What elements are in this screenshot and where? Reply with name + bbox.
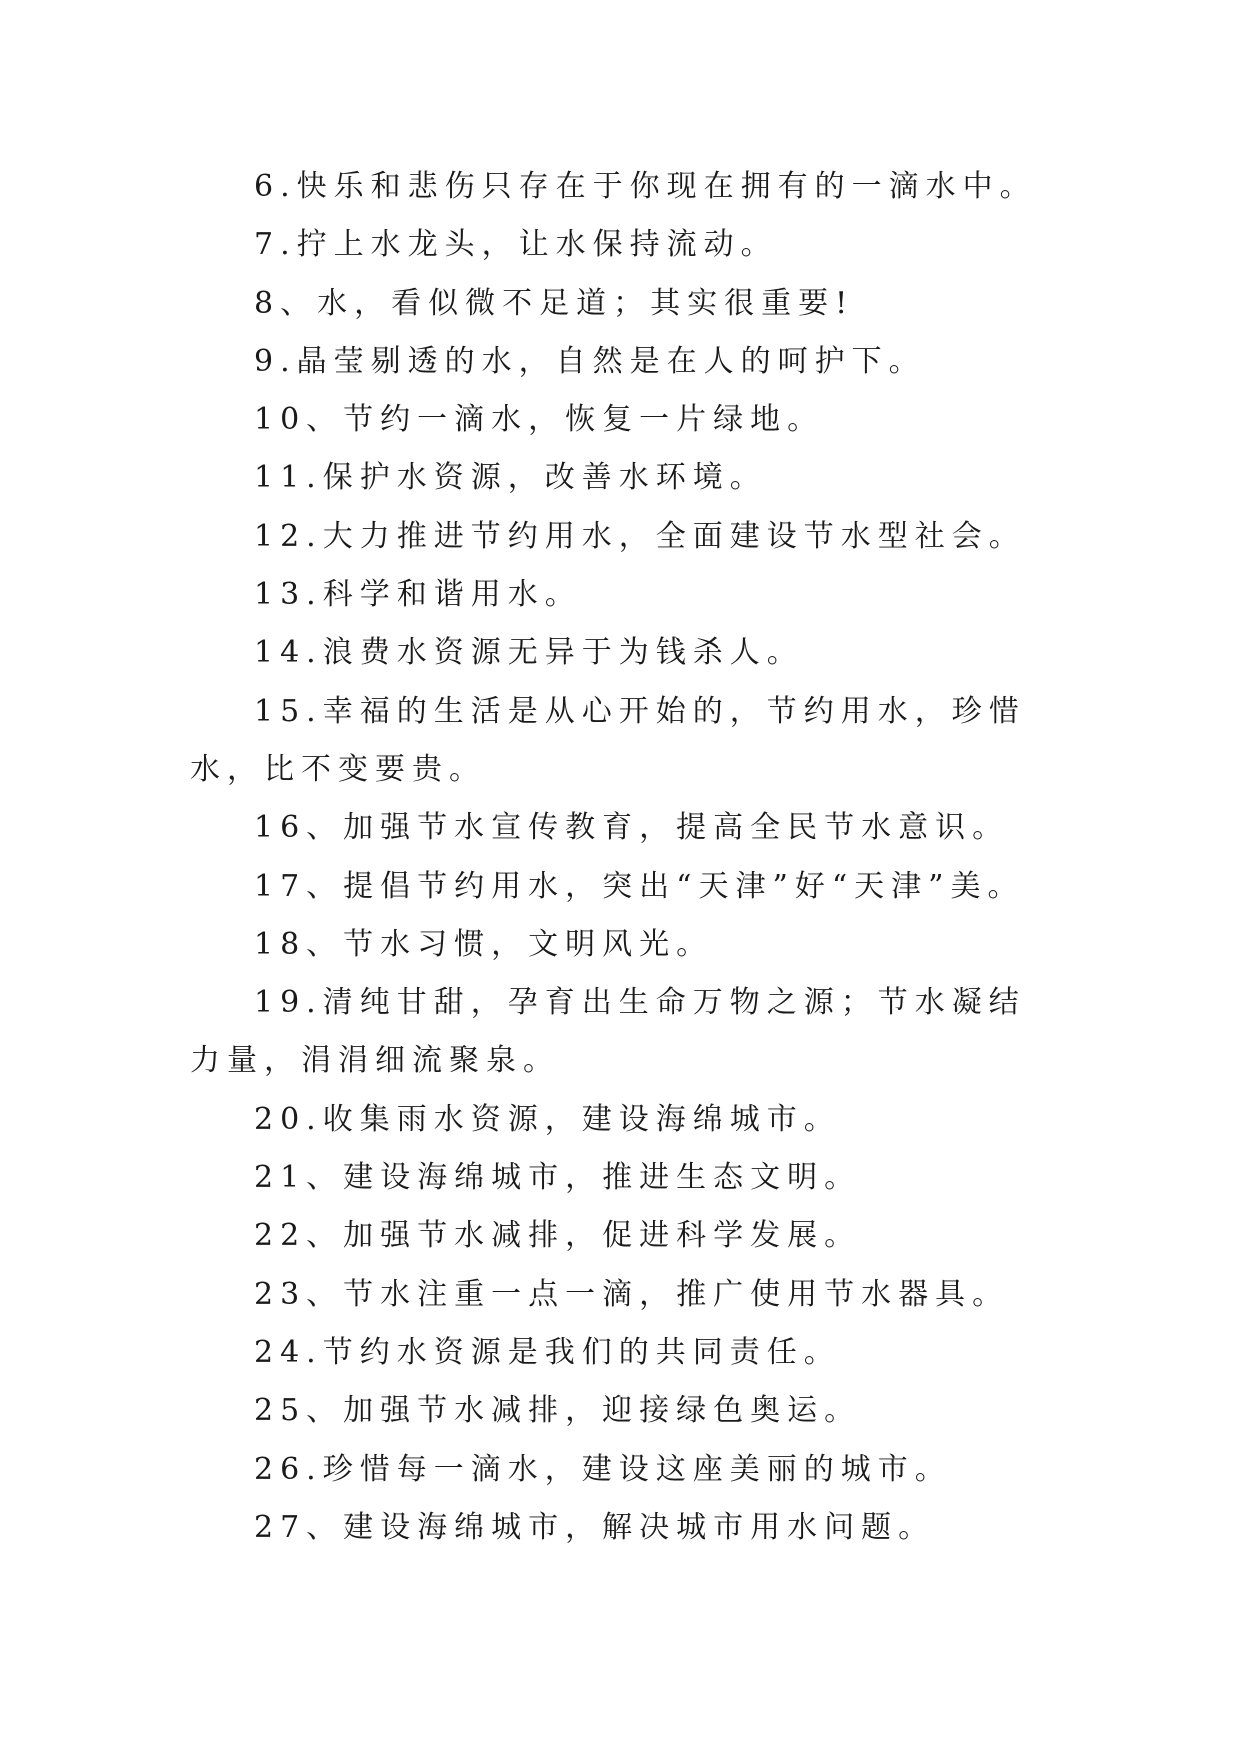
slogan-16: 16、加强节水宣传教育，提高全民节水意识。 bbox=[254, 810, 1010, 846]
slogan-14: 14.浪费水资源无异于为钱杀人。 bbox=[254, 635, 804, 671]
slogan-25: 25、加强节水减排，迎接绿色奥运。 bbox=[254, 1393, 862, 1429]
slogan-7: 7.拧上水龙头，让水保持流动。 bbox=[254, 227, 778, 263]
slogan-15: 15.幸福的生活是从心开始的，节约用水，珍惜水，比不变要贵。 bbox=[190, 693, 1026, 787]
slogan-24: 24.节约水资源是我们的共同责任。 bbox=[254, 1334, 841, 1370]
slogan-10: 10、节约一滴水，恢复一片绿地。 bbox=[254, 402, 825, 438]
slogan-27: 27、建设海绵城市，解决城市用水问题。 bbox=[254, 1509, 936, 1545]
slogan-12: 12.大力推进节约用水，全面建设节水型社会。 bbox=[254, 518, 1026, 554]
slogan-20: 20.收集雨水资源，建设海绵城市。 bbox=[254, 1101, 841, 1137]
slogan-17: 17、提倡节约用水，突出“天津”好“天津”美。 bbox=[254, 868, 1025, 904]
document-body bbox=[190, 158, 1050, 1557]
slogan-13: 13.科学和谐用水。 bbox=[254, 577, 582, 613]
slogan-23: 23、节水注重一点一滴，推广使用节水器具。 bbox=[254, 1276, 1010, 1312]
slogan-26: 26.珍惜每一滴水，建设这座美丽的城市。 bbox=[254, 1451, 952, 1487]
slogan-11: 11.保护水资源，改善水环境。 bbox=[254, 460, 767, 496]
slogan-21: 21、建设海绵城市，推进生态文明。 bbox=[254, 1160, 862, 1196]
slogan-22: 22、加强节水减排，促进科学发展。 bbox=[254, 1218, 862, 1254]
slogan-8: 8、水，看似微不足道；其实很重要! bbox=[254, 285, 855, 321]
slogan-18: 18、节水习惯，文明风光。 bbox=[254, 926, 714, 962]
slogan-6: 6.快乐和悲伤只存在于你现在拥有的一滴水中。 bbox=[254, 169, 1037, 204]
slogan-19: 19.清纯甘甜，孕育出生命万物之源；节水凝结力量，涓涓细流聚泉。 bbox=[190, 985, 1026, 1079]
slogan-9: 9.晶莹剔透的水，自然是在人的呵护下。 bbox=[254, 343, 926, 379]
